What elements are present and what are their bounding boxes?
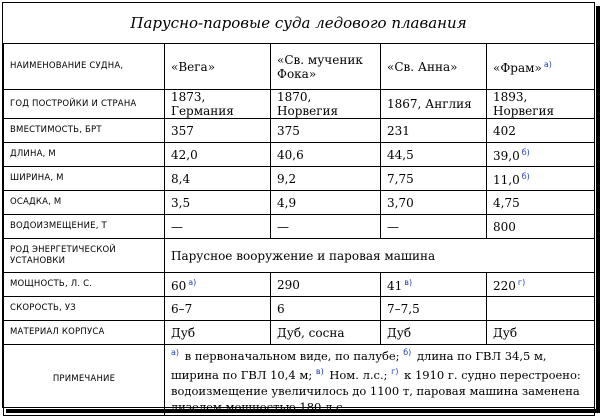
column-header-foka: «Св. мученик Фока»: [271, 44, 381, 90]
table-row: [4, 297, 595, 321]
cell: 1873, Германия: [165, 90, 271, 119]
table-row: [4, 167, 595, 191]
table-row: [4, 239, 595, 273]
table-row: [4, 119, 595, 143]
row-label: ДЛИНА, М: [4, 143, 165, 167]
cell: 39,0 $^{б)}$: [487, 143, 595, 167]
footnote-mark: б): [521, 172, 530, 181]
row-label: СКОРОСТЬ, УЗ: [4, 297, 165, 321]
cell-merged: Парусное вооружение и паровая машина: [165, 239, 595, 273]
footnote-mark: а): [543, 60, 552, 69]
footnote-mark: г): [391, 366, 399, 376]
table-row: [4, 273, 595, 297]
cell: 8,4: [165, 167, 271, 191]
cell: 6–7: [165, 297, 271, 321]
cell: —: [381, 215, 487, 239]
cell: 4,9: [271, 191, 381, 215]
row-label: МАТЕРИАЛ КОРПУСА: [4, 321, 165, 345]
cell: 60 $^{а)}$: [165, 273, 271, 297]
column-header-vega: «Вега»: [165, 44, 271, 90]
table-row: [4, 90, 595, 119]
cell: 40,6: [271, 143, 381, 167]
cell: 44,5: [381, 143, 487, 167]
cell: 1893, Норвегия: [487, 90, 595, 119]
cell: Дуб: [381, 321, 487, 345]
cell: 42,0: [165, 143, 271, 167]
row-label: РОД ЭНЕРГЕТИЧЕСКОЙ УСТАНОВКИ: [4, 239, 165, 273]
cell: 7,75: [381, 167, 487, 191]
footnote-mark: б): [521, 148, 530, 157]
header-row: [4, 44, 595, 90]
footnote-mark: а): [188, 278, 197, 287]
cell: 11,0 $^{б)}$: [487, 167, 595, 191]
footnote-mark: г): [517, 278, 526, 287]
cell: —: [165, 215, 271, 239]
cell: [487, 297, 595, 321]
cell: 231: [381, 119, 487, 143]
table-row: [4, 215, 595, 239]
cell: 1870, Норвегия: [271, 90, 381, 119]
notes-text: $^{а)}$ в первоначальном виде, по палубе; $^{б)}$ длина по ГВЛ 34,5 м, ширина по ГВЛ 10,4 м; $^{в)}$ Ном. л.с.; $^{г)}$ к 1910 г. судно перестроено: водоизмещение увеличилось до 1100 т, паровая машина заменена дизелем мощностью 180 л.с.: [165, 345, 595, 416]
cell: 7–7,5: [381, 297, 487, 321]
row-label: МОЩНОСТЬ, Л. С.: [4, 273, 165, 297]
cell: 9,2: [271, 167, 381, 191]
ships-table: [3, 43, 595, 416]
cell: Дуб: [487, 321, 595, 345]
cell: 3,5: [165, 191, 271, 215]
table-frame: [2, 2, 595, 414]
footnote-mark: в): [315, 366, 324, 376]
cell: 1867, Англия: [381, 90, 487, 119]
notes-label: ПРИМЕЧАНИЕ: [4, 345, 165, 416]
frame-shadow-right: [596, 6, 600, 411]
cell: 4,75: [487, 191, 595, 215]
cell: 41 $^{в)}$: [381, 273, 487, 297]
cell: Дуб: [165, 321, 271, 345]
cell: Дуб, сосна: [271, 321, 381, 345]
column-header-fram: «Фрам» $^{а)}$: [487, 44, 595, 90]
cell: 375: [271, 119, 381, 143]
column-header-anna: «Св. Анна»: [381, 44, 487, 90]
footnote-mark: а): [171, 348, 180, 357]
table-title: Парусно-паровые суда ледового плавания: [130, 14, 467, 32]
footnote-mark: б): [403, 348, 412, 357]
row-label: ГОД ПОСТРОЙКИ И СТРАНА: [4, 90, 165, 119]
row-label: ВМЕСТИМОСТЬ, БРТ: [4, 119, 165, 143]
table-row: [4, 143, 595, 167]
cell: 6: [271, 297, 381, 321]
footnote-mark: в): [404, 278, 413, 287]
cell: 220 $^{г)}$: [487, 273, 595, 297]
cell: 357: [165, 119, 271, 143]
table-row: [4, 191, 595, 215]
cell: 800: [487, 215, 595, 239]
cell: 402: [487, 119, 595, 143]
row-label: ВОДОИЗМЕЩЕНИЕ, Т: [4, 215, 165, 239]
notes-row: [4, 345, 595, 416]
cell: 3,70: [381, 191, 487, 215]
header-label: НАИМЕНОВАНИЕ СУДНА,: [4, 44, 165, 90]
cell: —: [271, 215, 381, 239]
table-row: [4, 321, 595, 345]
row-label: ОСАДКА, М: [4, 191, 165, 215]
cell: 290: [271, 273, 381, 297]
row-label: ШИРИНА, М: [4, 167, 165, 191]
